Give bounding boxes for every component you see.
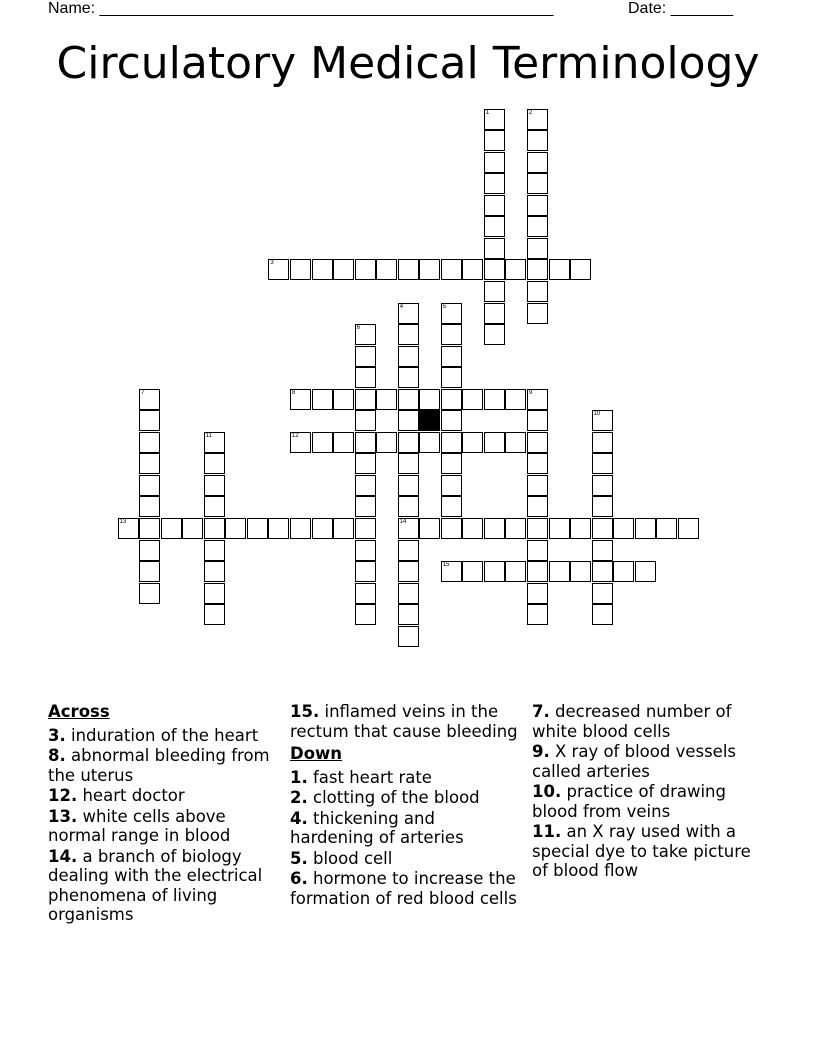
clue-down-5: 5. blood cell — [290, 848, 393, 868]
crossword-cell[interactable] — [204, 518, 225, 539]
crossword-cell[interactable] — [204, 583, 225, 604]
crossword-cell[interactable] — [355, 583, 376, 604]
crossword-cell[interactable] — [441, 496, 462, 517]
crossword-cell[interactable] — [419, 389, 440, 410]
crossword-cell[interactable] — [462, 432, 483, 453]
clue-number-label: 4 — [399, 303, 404, 310]
crossword-cell[interactable] — [549, 259, 570, 280]
crossword-cell[interactable] — [182, 518, 203, 539]
name-field-label: Name: ___________________________________________________ — [48, 0, 554, 17]
crossword-cell[interactable] — [139, 561, 160, 582]
crossword-cell[interactable] — [484, 130, 505, 151]
crossword-cell[interactable] — [484, 216, 505, 237]
crossword-cell[interactable] — [549, 518, 570, 539]
clue-down-2: 2. clotting of the blood — [290, 788, 480, 807]
crossword-cell[interactable] — [441, 303, 462, 324]
crossword-cell[interactable] — [505, 389, 526, 410]
crossword-cell[interactable] — [527, 216, 548, 237]
crossword-cell[interactable] — [592, 453, 613, 474]
crossword-cell[interactable] — [398, 432, 419, 453]
crossword-cell[interactable] — [355, 324, 376, 345]
crossword-cell[interactable] — [355, 389, 376, 410]
crossword-cell[interactable] — [462, 518, 483, 539]
clues-column-3 — [532, 702, 764, 882]
crossword-cell[interactable] — [355, 475, 376, 496]
crossword-cell[interactable] — [441, 561, 462, 582]
crossword-cell[interactable] — [570, 259, 591, 280]
crossword-cell[interactable] — [333, 259, 354, 280]
crossword-cell[interactable] — [419, 518, 440, 539]
crossword-cell[interactable] — [635, 518, 656, 539]
crossword-cell[interactable] — [355, 604, 376, 625]
crossword-cell[interactable] — [139, 453, 160, 474]
crossword-cell[interactable] — [592, 410, 613, 431]
clue-across-8: 8. abnormal bleeding from the uterus — [48, 746, 270, 785]
crossword-cell[interactable] — [505, 561, 526, 582]
crossword-cell[interactable] — [247, 518, 268, 539]
down-heading: Down — [290, 744, 343, 763]
crossword-cell[interactable] — [462, 561, 483, 582]
crossword-cell[interactable] — [398, 626, 419, 647]
crossword-cell[interactable] — [139, 389, 160, 410]
crossword-cell[interactable] — [204, 540, 225, 561]
crossword-cell[interactable] — [355, 346, 376, 367]
crossword-cell[interactable] — [527, 259, 548, 280]
crossword-cell[interactable] — [527, 303, 548, 324]
crossword-cell[interactable] — [527, 238, 548, 259]
across-heading: Across — [48, 702, 110, 721]
crossword-cell[interactable] — [268, 259, 289, 280]
crossword-cell[interactable] — [484, 561, 505, 582]
crossword-cell[interactable] — [376, 389, 397, 410]
clue-number-label: 10 — [593, 411, 601, 418]
crossword-cell[interactable] — [484, 152, 505, 173]
crossword-cell[interactable] — [441, 475, 462, 496]
crossword-cell[interactable] — [312, 389, 333, 410]
crossword-cell[interactable] — [355, 410, 376, 431]
clue-number-label: 6 — [356, 325, 360, 331]
clue-down-4: 4. thickening and hardening of arteries — [290, 808, 464, 847]
clue-number-label: 14 — [399, 519, 407, 525]
crossword-cell[interactable] — [592, 496, 613, 517]
crossword-cell[interactable] — [592, 518, 613, 539]
clue-number-label: 12 — [291, 432, 299, 439]
clue-down-11: 11. an X ray used with a special dye to take picture of blood flow — [532, 822, 751, 880]
clue-number-label: 1 — [485, 109, 490, 116]
crossword-cell[interactable] — [139, 496, 160, 517]
crossword-cell[interactable] — [527, 432, 548, 453]
crossword-cell[interactable] — [398, 604, 419, 625]
crossword-cell[interactable] — [678, 518, 699, 539]
crossword-cell[interactable] — [139, 432, 160, 453]
crossword-cell[interactable] — [527, 173, 548, 194]
date-field-label: Date: _______ — [628, 0, 733, 17]
clue-down-6: 6. hormone to increase the formation of red blood cells — [290, 869, 517, 908]
crossword-cell[interactable] — [355, 453, 376, 474]
crossword-cell[interactable] — [592, 561, 613, 582]
crossword-cell[interactable] — [484, 195, 505, 216]
crossword-cell[interactable] — [312, 432, 333, 453]
crossword-cell[interactable] — [398, 496, 419, 517]
crossword-cell[interactable] — [398, 324, 419, 345]
crossword-cell[interactable] — [527, 389, 548, 410]
crossword-cell[interactable] — [527, 604, 548, 625]
clue-across-12: 12. heart doctor — [48, 786, 185, 805]
crossword-cell[interactable] — [290, 259, 311, 280]
crossword-cell[interactable] — [592, 583, 613, 604]
crossword-cell[interactable] — [527, 583, 548, 604]
clue-down-7: 7. decreased number of white blood cells — [532, 702, 732, 741]
crossword-cell[interactable] — [204, 475, 225, 496]
crossword-cell[interactable] — [484, 238, 505, 259]
crossword-cell[interactable] — [312, 518, 333, 539]
crossword-cell[interactable] — [484, 109, 505, 130]
crossword-cell[interactable] — [118, 518, 139, 539]
crossword-cell[interactable] — [441, 389, 462, 410]
crossword-cell[interactable] — [549, 561, 570, 582]
crossword-cell[interactable] — [398, 475, 419, 496]
crossword-cell[interactable] — [398, 303, 419, 324]
clue-number-label: 7 — [141, 389, 145, 396]
crossword-cell[interactable] — [398, 389, 419, 410]
clue-down-1: 1. fast heart rate — [290, 767, 432, 787]
crossword-cell[interactable] — [268, 518, 289, 539]
clue-number-label: 11 — [205, 432, 212, 439]
clue-number-label: 8 — [291, 389, 296, 396]
crossword-cell[interactable] — [355, 540, 376, 561]
crossword-cell[interactable] — [398, 518, 419, 539]
crossword-cell[interactable] — [441, 346, 462, 367]
crossword-cell[interactable] — [419, 432, 440, 453]
crossword-cell[interactable] — [398, 346, 419, 367]
crossword-cell[interactable] — [290, 389, 311, 410]
clue-across-3: 3. induration of the heart — [48, 725, 259, 745]
crossword-cell[interactable] — [484, 324, 505, 345]
crossword-cell[interactable] — [613, 561, 634, 582]
crossword-cell[interactable] — [613, 518, 634, 539]
crossword-cell[interactable] — [441, 453, 462, 474]
crossword-cell[interactable] — [527, 130, 548, 151]
crossword-cell[interactable] — [419, 259, 440, 280]
crossword-cell[interactable] — [398, 367, 419, 388]
clue-number-label: 13 — [119, 519, 127, 525]
crossword-cell[interactable] — [376, 432, 397, 453]
crossword-cell[interactable] — [355, 561, 376, 582]
crossword-cell[interactable] — [527, 496, 548, 517]
crossword-cell[interactable] — [355, 367, 376, 388]
crossword-cell[interactable] — [527, 518, 548, 539]
crossword-cell[interactable] — [592, 540, 613, 561]
page-title: Circulatory Medical Terminology — [56, 38, 760, 89]
crossword-cell[interactable] — [656, 518, 677, 539]
crossword-cell[interactable] — [570, 518, 591, 539]
crossword-cell[interactable] — [441, 410, 462, 431]
crossword-cell[interactable] — [204, 496, 225, 517]
crossword-cell[interactable] — [139, 475, 160, 496]
crossword-cell[interactable] — [527, 561, 548, 582]
crossword-cell[interactable] — [398, 583, 419, 604]
clue-down-10: 10. practice of drawing blood from veins — [532, 782, 726, 821]
crossword-cell[interactable] — [225, 518, 246, 539]
crossword-cell[interactable] — [527, 109, 548, 130]
crossword-cell[interactable] — [398, 259, 419, 280]
crossword-cell[interactable] — [333, 389, 354, 410]
crossword-cell[interactable] — [312, 259, 333, 280]
crossword-cell[interactable] — [462, 389, 483, 410]
crossword-cell[interactable] — [462, 259, 483, 280]
crossword-cell[interactable] — [355, 518, 376, 539]
crossword-cell[interactable] — [355, 432, 376, 453]
clue-down-9: 9. X ray of blood vessels called arteries — [532, 742, 737, 781]
crossword-cell[interactable] — [333, 518, 354, 539]
crossword-cell[interactable] — [139, 540, 160, 561]
clue-across-13: 13. white cells above normal range in blood — [48, 806, 231, 845]
crossword-cell[interactable] — [635, 561, 656, 582]
crossword-cell[interactable] — [355, 496, 376, 517]
clue-across-15: 15. inflamed veins in the rectum that cause bleeding — [290, 702, 518, 741]
crossword-cell[interactable] — [398, 561, 419, 582]
clue-number-label: 15 — [442, 562, 450, 568]
crossword-cell[interactable] — [333, 432, 354, 453]
crossword-cell[interactable] — [204, 604, 225, 625]
crossword-cell[interactable] — [139, 518, 160, 539]
crossword-cell[interactable] — [484, 432, 505, 453]
crossword-cell[interactable] — [484, 281, 505, 302]
crossword-cell[interactable] — [441, 259, 462, 280]
crossword-cell[interactable] — [592, 604, 613, 625]
crossword-cell[interactable] — [527, 475, 548, 496]
crossword-cell[interactable] — [592, 432, 613, 453]
crossword-cell[interactable] — [355, 259, 376, 280]
crossword-cell[interactable] — [527, 540, 548, 561]
crossword-cell[interactable] — [398, 410, 419, 431]
crossword-cell[interactable] — [484, 389, 505, 410]
crossword-cell[interactable] — [441, 518, 462, 539]
clues-column-2 — [290, 702, 522, 909]
crossword-cell[interactable] — [505, 518, 526, 539]
crossword-cell[interactable] — [204, 561, 225, 582]
crossword-cell[interactable] — [139, 583, 160, 604]
crossword-cell[interactable] — [505, 432, 526, 453]
crossword-cell[interactable] — [290, 518, 311, 539]
crossword-cell[interactable] — [484, 259, 505, 280]
clue-number-label: 2 — [529, 109, 533, 116]
crossword-cell[interactable] — [398, 453, 419, 474]
crossword-cell[interactable] — [527, 453, 548, 474]
clues-column-1 — [48, 702, 280, 926]
crossword-cell[interactable] — [570, 561, 591, 582]
crossword-cell[interactable] — [527, 281, 548, 302]
clue-across-14: 14. a branch of biology dealing with the electrical phenomena of living organisms — [48, 846, 263, 924]
crossword-cell[interactable] — [527, 152, 548, 173]
clue-number-label: 9 — [529, 389, 533, 396]
clue-number-label: 5 — [442, 303, 447, 310]
crossword-cell[interactable] — [161, 518, 182, 539]
crossword-black-cell — [419, 410, 440, 431]
crossword-cell[interactable] — [139, 410, 160, 431]
crossword-cell[interactable] — [484, 173, 505, 194]
clue-number-label: 3 — [270, 260, 274, 267]
crossword-cell[interactable] — [204, 432, 225, 453]
crossword-cell[interactable] — [204, 453, 225, 474]
crossword-cell[interactable] — [484, 303, 505, 324]
crossword-cell[interactable] — [290, 432, 311, 453]
crossword-cell[interactable] — [441, 324, 462, 345]
crossword-cell[interactable] — [376, 259, 397, 280]
crossword-cell[interactable] — [441, 432, 462, 453]
crossword-cell[interactable] — [484, 518, 505, 539]
crossword-cell[interactable] — [441, 367, 462, 388]
crossword-cell[interactable] — [398, 540, 419, 561]
crossword-cell[interactable] — [592, 475, 613, 496]
crossword-cell[interactable] — [527, 410, 548, 431]
crossword-cell[interactable] — [527, 195, 548, 216]
crossword-cell[interactable] — [505, 259, 526, 280]
